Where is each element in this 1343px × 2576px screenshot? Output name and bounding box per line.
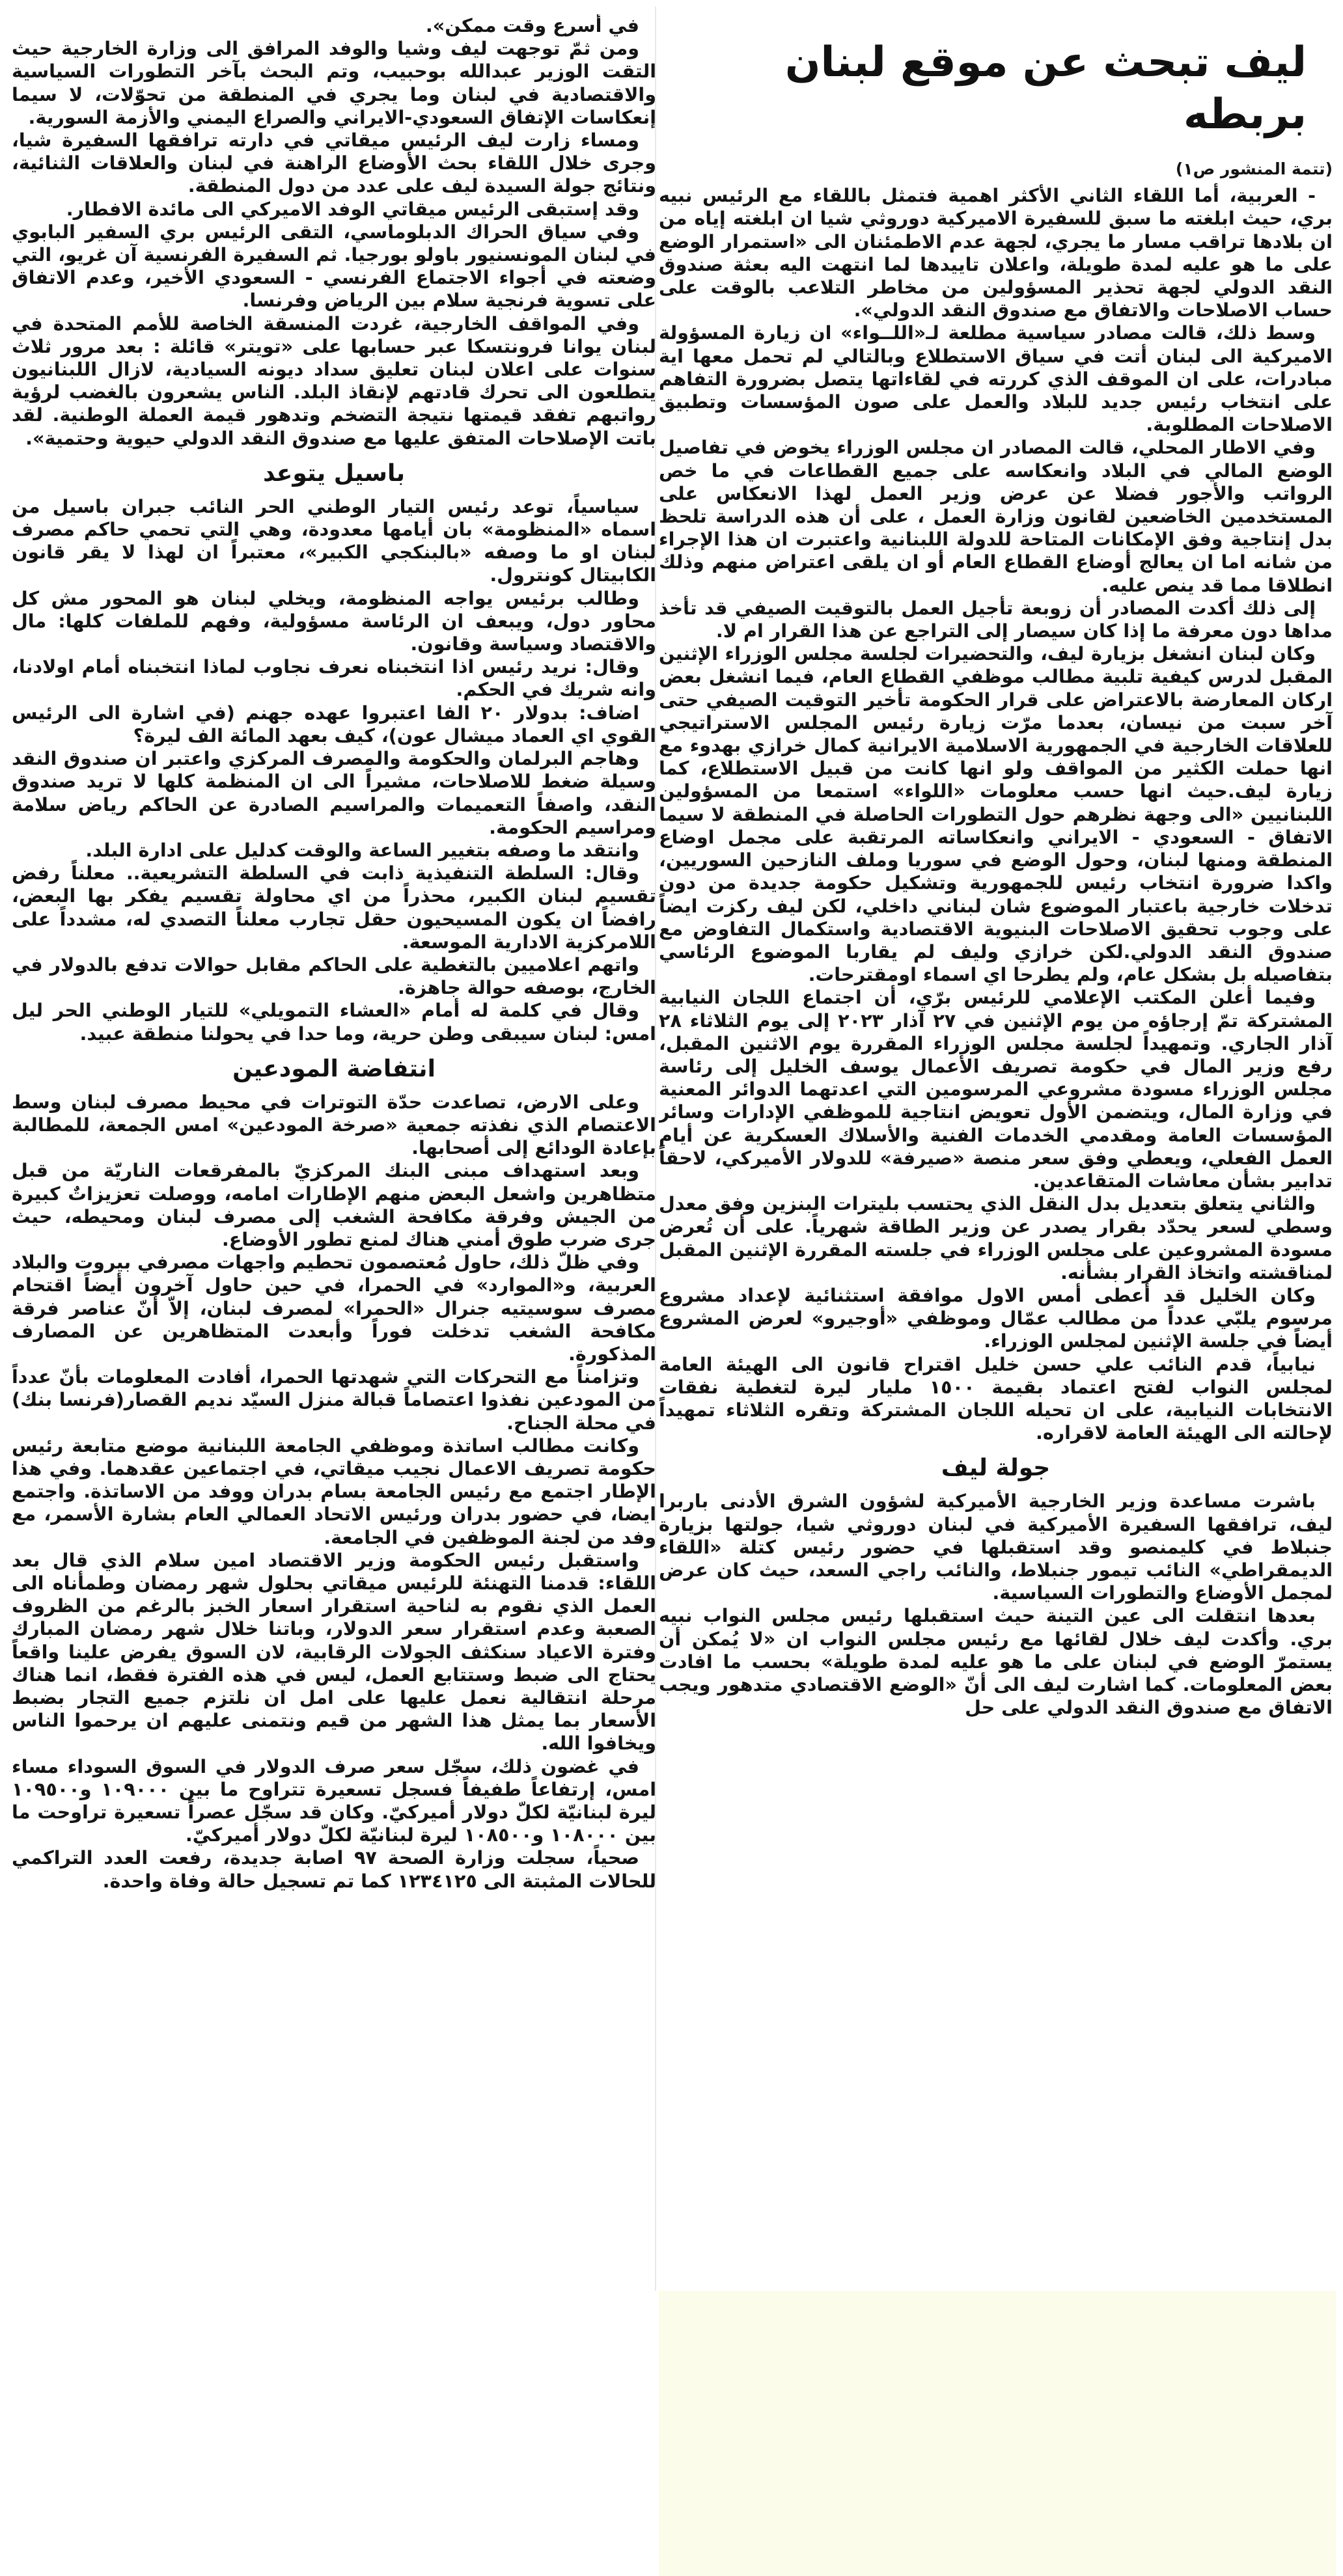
paragraph: في أسرع وقت ممكن». bbox=[425, 14, 639, 36]
subheading-tour: جولة ليف bbox=[941, 1455, 1051, 1482]
paragraph: وهاجم البرلمان والحكومة والمصرف المركزي واعتبر ان صندوق النقد وسيلة ضغط للاصلاحات، مشيراً الى ان المنظمة كلها لا تريد صندوق النقد، واصفاً التعميمات والمراسيم الصادرة عن الحاكم رياض سلامة ومراسيم الحكومة. bbox=[12, 747, 656, 838]
paragraph: وفي المواقف الخارجية، غردت المنسقة الخاصة للأمم المتحدة في لبنان يوانا فرونتسكا عبر حسابها على «تويتر» قائلة : بعد مرور ثلاث سنوات على اعلان لبنان تعليق سداد ديونه السيادية، لازال اللبنانيون يتطلعون الى تحرك قادتهم لإنقاذ البلد. الناس يشعرون بالغضب لرؤية رواتبهم تفقد قيمتها نتيجة التضخم وتدهور قيمة العملة الوطنية. لقد باتت الإصلاحات المتفق عليها مع صندوق النقد الدولي حيوية وحتمية». bbox=[12, 312, 656, 449]
paragraph: ومن ثمّ توجهت ليف وشيا والوفد المرافق الى وزارة الخارجية حيث التقت الوزير عبدالله بوحبيب، وتم البحث بآخر التطورات السياسية والاقتصادية في لبنان وما يجري في المنطقة من تحوّلات، لا سيما إنعكاسات الإتفاق السعودي-الايراني والصراع اليمني والأزمة السورية. bbox=[12, 37, 656, 128]
paragraph: باشرت مساعدة وزير الخارجية الأميركية لشؤون الشرق الأدنى باربرا ليف، ترافقها السفيرة الأميركية في لبنان دوروثي شيا، جولتها بزيارة جنبلاط في كليمنصو وقد استقبلها في حضور رئيس كتلة «اللقاء الديمقراطي» النائب تيمور جنبلاط، والنائب راجي السعد، حيث كان عرض لمجمل الأوضاع والتطورات السياسية. bbox=[659, 1490, 1333, 1604]
paragraph: وكان لبنان انشغل بزيارة ليف، والتحضيرات لجلسة مجلس الوزراء الإثنين المقبل لدرس كيفية تلبية مطالب موظفي القطاع العام، فيما انشغل بعض اركان المعارضة بالاعتراض على قرار الحكومة تأخير التوقيت الصيفي حتى آخر سبت من نيسان، بعدما مرّت زيارة رئيس المجلس الاستراتيجي للعلاقات الخارجية في الجمهورية الاسلامية الايرانية كمال خرازي بهدوء مع انها حملت الكثير من المواقف ولو انها كانت من قبيل الاستطلاع، كما زيارة ليف.حيث انها حسب معلومات «اللواء» استمعا من المسؤولين اللبنانيين «الى وجهة نظرهم حول التطورات الحاصلة في المنطقة لا سيما الاتفاق - السعودي - الايراني وانعكاساته المرتقبة على مجمل اوضاع المنطقة ومنها لبنان، وحول الوضع في سوريا وملف النازحين السوريين، واكدا ضرورة انتخاب رئيس للجمهورية وتشكيل حكومة جديدة من دون تدخلات خارجية باعتبار الموضوع شان لبناني داخلي، لكن ليف ركزت ايضاً على وجوب تحقيق الاصلاحات البنيوية الاقتصادية واستكمال التفاوض مع صندوق النقد الدولي.لكن خرازي وليف لم يقاربا الموضوع الرئاسي بتفاصيله بل بشكل عام، ولم يطرحا اي اسماء اومقترحات. bbox=[659, 642, 1333, 986]
subheading-depositors: انتفاضة المودعين bbox=[232, 1055, 436, 1082]
paragraph: نيابياً، قدم النائب علي حسن خليل اقتراح قانون الى الهيئة العامة لمجلس النواب لفتح اعتماد بقيمة ١٥٠٠ مليار ليرة لتغطية نفقات الانتخابات النيابية، على ان تحيله اللجان المشتركة وتقره الثلاثاء تمهيداً لإحالته الى الهيئة العامة لاقراره. bbox=[659, 1352, 1333, 1444]
paragraph: بعدها انتقلت الى عين التينة حيث استقبلها رئيس مجلس النواب نبيه بري. وأكدت ليف خلال لقائها مع رئيس مجلس النواب ان «لا يُمكن أن يستمرّ الوضع في لبنان على ما هو عليه لمدة طويلة» بحسب ما افادت بعض المعلومات. كما اشارت ليف الى أنّ «الوضع الاقتصادي متدهور ويجب الاتفاق مع صندوق النقد الدولي على حل bbox=[659, 1604, 1333, 1719]
left-column bbox=[12, 14, 656, 2553]
paragraph: وعلى الارض، تصاعدت حدّة التوترات في محيط مصرف لبنان وسط الاعتصام الذي نفذته جمعية «صرخة المودعين» امس الجمعة، للمطالبة بإعادة الودائع إلى أصحابها. bbox=[12, 1090, 656, 1159]
paragraph: وبعد استهداف مبنى البنك المركزيّ بالمفرقعات الناريّة من قبل متظاهرين واشعل البعض منهم الإطارات امامه، ووصلت تعزيزاتٌ كبيرة من الجيش وفرقة مكافحة الشغب إلى مصرف لبنان ومحيطه، حيث جرى ضرب طوق أمني هناك لمنع تطور الأوضاع. bbox=[12, 1159, 656, 1250]
paragraph: إلى ذلك أكدت المصادر أن زوبعة تأجيل العمل بالتوقيت الصيفي قد تأخذ مداها دون معرفة ما إذا كان سيصار إلى التراجع عن هذا القرار ام لا. bbox=[659, 596, 1333, 642]
paragraph: وفيما أعلن المكتب الإعلامي للرئيس برّي، أن اجتماع اللجان النيابية المشتركة تمّ إرجاؤه من يوم الإثنين في ٢٧ آذار ٢٠٢٣ إلى يوم الثلاثاء ٢٨ آذار الجاري. وتمهيداً لجلسة مجلس الوزراء المقررة يوم الاثنين المقبل، رفع وزير المال في حكومة تصريف الأعمال يوسف الخليل إلى رئاسة مجلس الوزراء مسودة مشروعي المرسومين التي اعدتهما الدوائر المعنية في وزارة المال، ويتضمن الأول تعويض انتاجية للموظفي الإدارات وسائر المؤسسات العامة ومقدمي الخدمات الفنية والأسلاك العسكرية عن أيام العمل الفعلي، ويعطي وفق سعر منصة «صيرفة» للدولار الأميركي، لاحقاً تدابير بشأن معاشات المتقاعدين. bbox=[659, 986, 1333, 1192]
left-paragraphs-basil bbox=[12, 495, 656, 1045]
article-headline: ليف تبحث عن موقع لبنان بربطه bbox=[784, 38, 1307, 139]
right-column bbox=[659, 23, 1333, 2288]
continuation-note: (تتمة المنشور ص١) bbox=[1175, 159, 1333, 178]
right-paragraphs-tour bbox=[659, 1490, 1333, 1719]
paragraph: وتزامناً مع التحركات التي شهدتها الحمرا، أفادت المعلومات بأنّ عدداً من المودعين نفذوا اعتصاماً قبالة منزل السيّد نديم القصار(فرنسا بنك) في محلة الجناح. bbox=[12, 1365, 656, 1434]
paragraph: وقال في كلمة له أمام «العشاء التمويلي» للتيار الوطني الحر ليل امس: لبنان سيبقى وطن حرية، وما حدا في يحولنا منطقة عبيد. bbox=[12, 999, 656, 1045]
paragraph: وكان الخليل قد أعطى أمس الاول موافقة استثنائية لإعداد مشروع مرسوم يلبّي عدداً من مطالب عمّال وموظفي «أوجيرو» لعرض المشروع أيضاً في جلسة الإثنين لمجلس الوزراء. bbox=[659, 1283, 1333, 1352]
right-paragraphs bbox=[659, 184, 1333, 1444]
paragraph: وانتقد ما وصفه بتغيير الساعة والوقت كدليل على ادارة البلد. bbox=[85, 838, 639, 861]
left-paragraphs-depositors bbox=[12, 1091, 656, 1893]
paragraph: وطالب برئيس يواجه المنظومة، ويخلي لبنان هو المحور مش كل محاور دول، ويبعف ان الرئاسة مسؤولية، وفهم للملفات كلها: مال والاقتصاد وسياسة وقانون. bbox=[12, 586, 656, 655]
paragraph: سياسياً، توعد رئيس التيار الوطني الحر النائب جبران باسيل من اسماه «المنظومة» بان أيامها معدودة، وهي التي تحمي حاكم مصرف لبنان او ما وصفه «بالبنكجي الكبير»، معتبراً ان لهذا لا يقر قانون الكابيتال كونترول. bbox=[12, 495, 656, 586]
paragraph: واستقبل رئيس الحكومة وزير الاقتصاد امين سلام الذي قال بعد اللقاء: قدمنا التهنئة للرئيس ميقاتي بحلول شهر رمضان وطمأناه الى العمل الذي نقوم به لناحية استقرار اسعار الخبز بالرغم من الظروف الصعبة وعدم استقرار سعر الدولار، وباتنا خلال شهر رمضان المبارك وفترة الاعياد سنكثف الجولات الرقابية، لان السوق يفرض علينا واقعاً يحتاج الى ضبط وستتابع العمل، ليس في هذه الفترة فقط، انما هناك مرحلة انتقالية نعمل عليها على امل ان نلتزم جميع التجار بضبط الأسعار بما يمثل هذا الشهر من قيم ونتمنى عليهم ان يرحموا الناس ويخافوا الله. bbox=[12, 1548, 656, 1755]
paragraph: وفي سياق الحراك الدبلوماسي، التقى الرئيس بري السفير البابوي في لبنان المونسنيور باولو بورجيا. ثم السفيرة الفرنسية آن غريو، التي وضعته في أجواء الاجتماع الفرنسي - السعودي الأخير، وعدم الاتفاق على تسوية فرنجية سلام بين الرياض وفرنسا. bbox=[12, 220, 656, 312]
paragraph: وقد إستبقى الرئيس ميقاتي الوفد الاميركي الى مائدة الافطار. bbox=[66, 197, 639, 220]
paragraph: صحياً، سجلت وزارة الصحة ٩٧ اصابة جديدة، رفعت العدد التراكمي للحالات المثبتة الى ١٢٣٤١٢٥ كما تم تسجيل حالة وفاة واحدة. bbox=[12, 1846, 656, 1892]
paragraph: اضاف: بدولار ٢٠ الفا اعتبروا عهده جهنم (في اشارة الى الرئيس القوي اي العماد ميشال عون)، كيف بعهد المائة الف ليرة؟ bbox=[12, 701, 656, 747]
paragraph: وقال: السلطة التنفيذية ذابت في السلطة التشريعية.. معلناً رفض تقسيم لبنان الكبير، محذراً من اي محاولة تقسيم يفكر بها البعض، رافضاً ان يكون المسيحيون حقل تجارب معلناً التصدي له، مشدداً على اللامركزية الادارية الموسعة. bbox=[12, 862, 656, 953]
subheading-basil: باسيل يتوعد bbox=[263, 459, 405, 487]
paragraph: وكانت مطالب اساتذة وموظفي الجامعة اللبنانية موضع متابعة رئيس حكومة تصريف الاعمال نجيب ميقاتي، في اجتماعين عقدهما. وفي هذا الإطار اجتمع مع رئيس الجامعة بسام بدران ووفد من الاساتذة. واجتمع ايضا، في حضور بدران ورئيس الاتحاد العمالي العام بشارة الأسمر، مع وفد من لجنة الموظفين في الجامعة. bbox=[12, 1434, 656, 1548]
left-paragraphs-intro bbox=[12, 14, 656, 450]
paragraph: وفي ظلّ ذلك، حاول مُعتصمون تحطيم واجهات مصرفي بيروت والبلاد العربية، و«الموارد» في الحمرا، في حين حاول آخرون أيضاً اقتحام مصرف سوسيتيه جنرال «الحمرا» لمصرف لبنان، إلاّ أنّ عناصر فرقة مكافحة الشغب تدخلت فوراً وأبعدت المتظاهرين عن المصارف المذكورة. bbox=[12, 1251, 656, 1365]
paragraph: والثاني يتعلق بتعديل بدل النقل الذي يحتسب بليترات البنزين وفق معدل وسطي لسعر يحدّد بقرار يصدر عن وزير الطاقة شهرياً. على أن تُعرض مسودة المشروعين على مجلس الوزراء في جلسته المقررة الإثنين المقبل لمناقشته واتخاذ القرار بشأنه. bbox=[659, 1192, 1333, 1283]
blank-tinted-area bbox=[659, 2291, 1336, 2576]
paragraph: - العربية، أما اللقاء الثاني الأكثر اهمية فتمثل باللقاء مع الرئيس نبيه بري، حيث ابلغته ما سبق للسفيرة الاميركية دوروثي شيا ان ابلغته إياه من ان بلادها تراقب مسار ما يجري، لجهة عدم الاطمئنان الى «استمرار الوضع على ما هو عليه لمدة طويلة، واعلان تاييدها لما انتهت اليه بعثة صندوق النقد الدولي لجهة تحذير المسؤولين من مخاطر التلاعب بالوقت على حساب الاصلاحات والاتفاق مع صندوق النقد الدولي». bbox=[659, 184, 1333, 322]
paragraph: واتهم اعلاميين بالتغطية على الحاكم مقابل حوالات تدفع بالدولار في الخارج، بوصفه حوالة جاهزة. bbox=[12, 953, 656, 999]
paragraph: وقال: نريد رئيس اذا انتخبناه نعرف نجاوب لماذا انتخبناه أمام اولادنا، وانه شريك في الحكم. bbox=[12, 655, 656, 701]
paragraph: ومساء زارت ليف الرئيس ميقاتي في دارته ترافقها السفيرة شيا، وجرى خلال اللقاء بحث الأوضاع الراهنة في لبنان والعلاقات الثنائية، ونتائج جولة السيدة ليف على عدد من دول المنطقة. bbox=[12, 129, 656, 197]
paragraph: في غضون ذلك، سجّل سعر صرف الدولار في السوق السوداء مساء امس، إرتفاعاً طفيفاً فسجل تسعيرة تتراوح ما بين ١٠٩٠٠٠ و١٠٩٥٠٠ ليرة لبنانيّة لكلّ دولار أميركيّ. وكان قد سجّل عصراً تسعيرة تراوحت ما بين ١٠٨٠٠٠ و١٠٨٥٠٠ ليرة لبنانيّة لكلّ دولار أميركيّ. bbox=[12, 1755, 656, 1846]
paragraph: وسط ذلك، قالت مصادر سياسية مطلعة لـ«اللــواء» ان زيارة المسؤولة الاميركية الى لبنان أتت في سياق الاستطلاع وبالتالي لم تحمل معها اية مبادرات، على ان الموقف الذي كررته في لقاءاتها يتصل بضرورة التفاهم على انتخاب رئيس جديد للبلاد والعمل على صون المؤسسات وتطبيق الاصلاحات المطلوبة. bbox=[659, 322, 1333, 436]
paragraph: وفي الاطار المحلي، قالت المصادر ان مجلس الوزراء يخوض في تفاصيل الوضع المالي في البلاد وانعكاسه على جميع القطاعات في ما خص الرواتب والأجور فضلا عن عرض وزير العمل لهذا الانعكاس على المستخدمين الخاضعين لقانون وزارة العمل ، على أن هذه الدراسة تلحظ بدل إنتاجية وفق الإمكانات المتاحة للدولة اللبنانية واعتبرت ان هذا الإجراء من شانه اما ان يعالج أوضاع القطاع العام أو ان يلقى اعتراض منهم وذلك انطلاقا مما قد ينص عليه. bbox=[659, 436, 1333, 596]
